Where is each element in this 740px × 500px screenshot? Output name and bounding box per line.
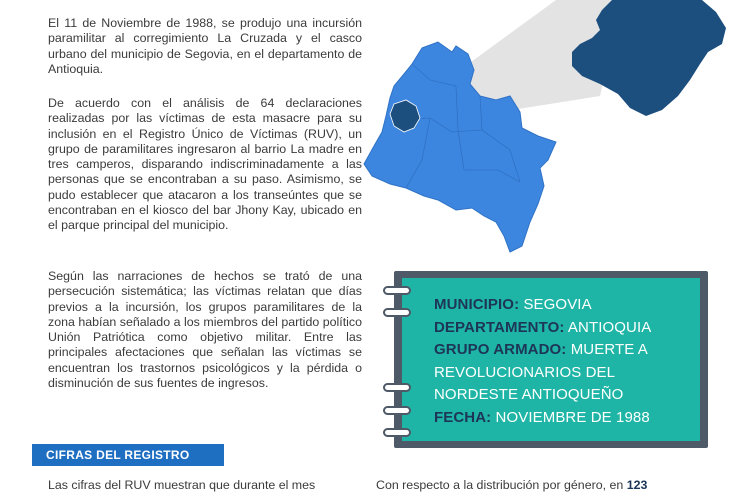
municipio-value: SEGOVIA: [523, 296, 592, 313]
binder-ring: [383, 406, 411, 415]
departamento-label: DEPARTAMENTO:: [434, 318, 565, 336]
case-facts: [434, 294, 694, 430]
grupo-value: MUERTE A REVOLUCIONARIOS DEL NORDESTE ANTIOQUEÑO: [434, 341, 648, 404]
stats-paragraph-right: [376, 478, 647, 493]
fecha-label: FECHA:: [434, 408, 492, 426]
section-title: CIFRAS DEL REGISTRO: [46, 448, 190, 462]
stats-paragraph-left: Las cifras del RUV muestran que durante el mes: [48, 478, 316, 492]
gender-text: Con respecto a la distribución por género, en: [376, 478, 624, 492]
grupo-label: GRUPO ARMADO:: [434, 341, 567, 359]
narratives-paragraph: Según las narraciones de hechos se trató de una persecución sistemática; las víctimas relatan que días previos a la incursión, los grupos paramilitares de la zona habían señalado a los miembros del partido político Unión Patriótica como objetivo militar. Entre las principales afectaciones que señalan las víctimas se encuentran los trastornos psicológicos y la pérdida o disminución de sus fuentes de ingresos.: [48, 269, 362, 391]
binder-ring: [383, 308, 411, 317]
municipio-label: MUNICIPIO:: [434, 296, 520, 313]
analysis-paragraph: De acuerdo con el análisis de 64 declaraciones realizadas por las víctimas de esta masacre para su inclusión en el Registro Único de Víctimas (RUV), un grupo de paramilitares ingresaron al barrio La madre en tres camperos, disparando indiscriminadamente a las personas que se encontraban a su paso. Asimismo, se pudo establecer que atacaron a los transeúntes que se encontraban en el kiosco del bar Jhony Kay, ubicado en el parque principal del municipio.: [48, 96, 362, 233]
intro-paragraph: El 11 de Noviembre de 1988, se produjo una incursión paramilitar al corregimiento La Cruzada y el casco urbano del municipio de Segovia, en el departamento de Antioquia.: [48, 16, 362, 76]
binder-ring: [383, 286, 411, 295]
fecha-value: NOVIEMBRE DE 1988: [495, 408, 650, 426]
colombia-map: [360, 0, 740, 260]
gender-count: 123: [626, 478, 648, 492]
binder-ring: [383, 383, 411, 392]
binder-ring: [383, 428, 411, 437]
departamento-value: ANTIOQUIA: [567, 318, 652, 336]
